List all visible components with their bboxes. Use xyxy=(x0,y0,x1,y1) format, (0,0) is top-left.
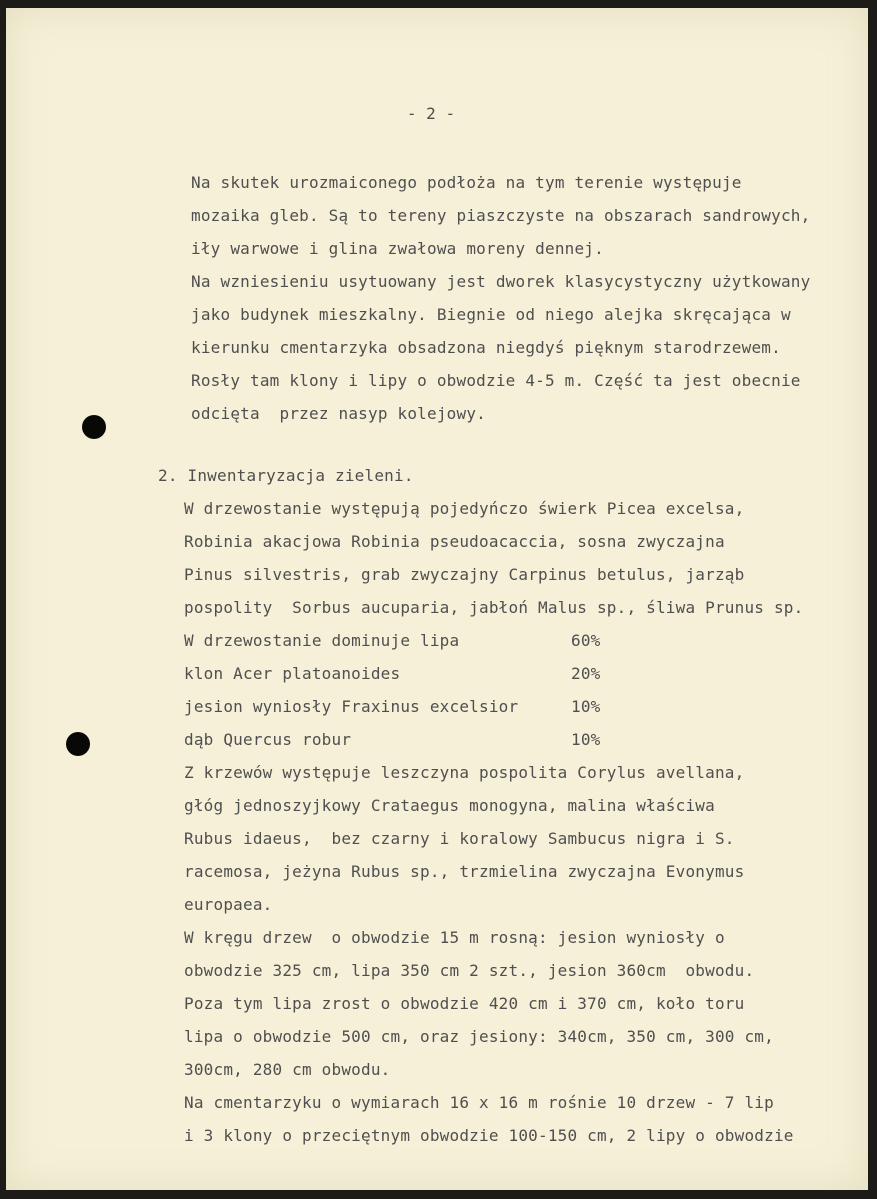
text-line: Robinia akacjowa Robinia pseudoacaccia, sosna zwyczajna xyxy=(184,532,725,551)
species-percentage: 10% xyxy=(571,697,601,716)
text-line: jako budynek mieszkalny. Biegnie od niego alejka skręcająca w xyxy=(191,305,791,324)
text-line: Na cmentarzyku o wymiarach 16 x 16 m rośnie 10 drzew - 7 lip xyxy=(184,1093,774,1112)
species-label: W drzewostanie dominuje lipa xyxy=(184,631,460,650)
species-label: jesion wyniosły Fraxinus excelsior xyxy=(184,697,519,716)
text-line: Z krzewów występuje leszczyna pospolita Corylus avellana, xyxy=(184,763,745,782)
section-heading: 2. Inwentaryzacja zieleni. xyxy=(158,466,414,485)
text-line: Rubus idaeus, bez czarny i koralowy Sambucus nigra i S. xyxy=(184,829,735,848)
page-number: - 2 - xyxy=(406,104,456,123)
species-percentage: 10% xyxy=(571,730,601,749)
text-line: racemosa, jeżyna Rubus sp., trzmielina zwyczajna Evonymus xyxy=(184,862,745,881)
document-page xyxy=(6,8,868,1190)
text-line: obwodzie 325 cm, lipa 350 cm 2 szt., jesion 360cm obwodu. xyxy=(184,961,755,980)
text-line: mozaika gleb. Są to tereny piaszczyste na obszarach sandrowych, xyxy=(191,206,811,225)
punch-hole xyxy=(82,415,106,439)
text-line: W kręgu drzew o obwodzie 15 m rosną: jesion wyniosły o xyxy=(184,928,725,947)
text-line: europaea. xyxy=(184,895,273,914)
species-label: klon Acer platoanoides xyxy=(184,664,401,683)
text-line: Rosły tam klony i lipy o obwodzie 4-5 m. Część ta jest obecnie xyxy=(191,371,801,390)
species-percentage: 20% xyxy=(571,664,601,683)
punch-hole xyxy=(66,732,90,756)
species-percentage: 60% xyxy=(571,631,601,650)
text-line: Pinus silvestris, grab zwyczajny Carpinus betulus, jarząb xyxy=(184,565,745,584)
text-line: głóg jednoszyjkowy Crataegus monogyna, malina właściwa xyxy=(184,796,715,815)
text-line: Poza tym lipa zrost o obwodzie 420 cm i 370 cm, koło toru xyxy=(184,994,745,1013)
text-line: lipa o obwodzie 500 cm, oraz jesiony: 340cm, 350 cm, 300 cm, xyxy=(184,1027,774,1046)
text-line: Na skutek urozmaiconego podłoża na tym terenie występuje xyxy=(191,173,742,192)
text-line: iły warwowe i glina zwałowa moreny dennej. xyxy=(191,239,604,258)
text-line: W drzewostanie występują pojedyńczo świerk Picea excelsa, xyxy=(184,499,745,518)
species-label: dąb Quercus robur xyxy=(184,730,352,749)
text-line: odcięta przez nasyp kolejowy. xyxy=(191,404,486,423)
text-line: Na wzniesieniu usytuowany jest dworek klasycystyczny użytkowany xyxy=(191,272,811,291)
text-line: pospolity Sorbus aucuparia, jabłoń Malus sp., śliwa Prunus sp. xyxy=(184,598,804,617)
text-line: i 3 klony o przeciętnym obwodzie 100-150 cm, 2 lipy o obwodzie xyxy=(184,1126,794,1145)
text-line: kierunku cmentarzyka obsadzona niegdyś pięknym starodrzewem. xyxy=(191,338,781,357)
text-line: 300cm, 280 cm obwodu. xyxy=(184,1060,391,1079)
